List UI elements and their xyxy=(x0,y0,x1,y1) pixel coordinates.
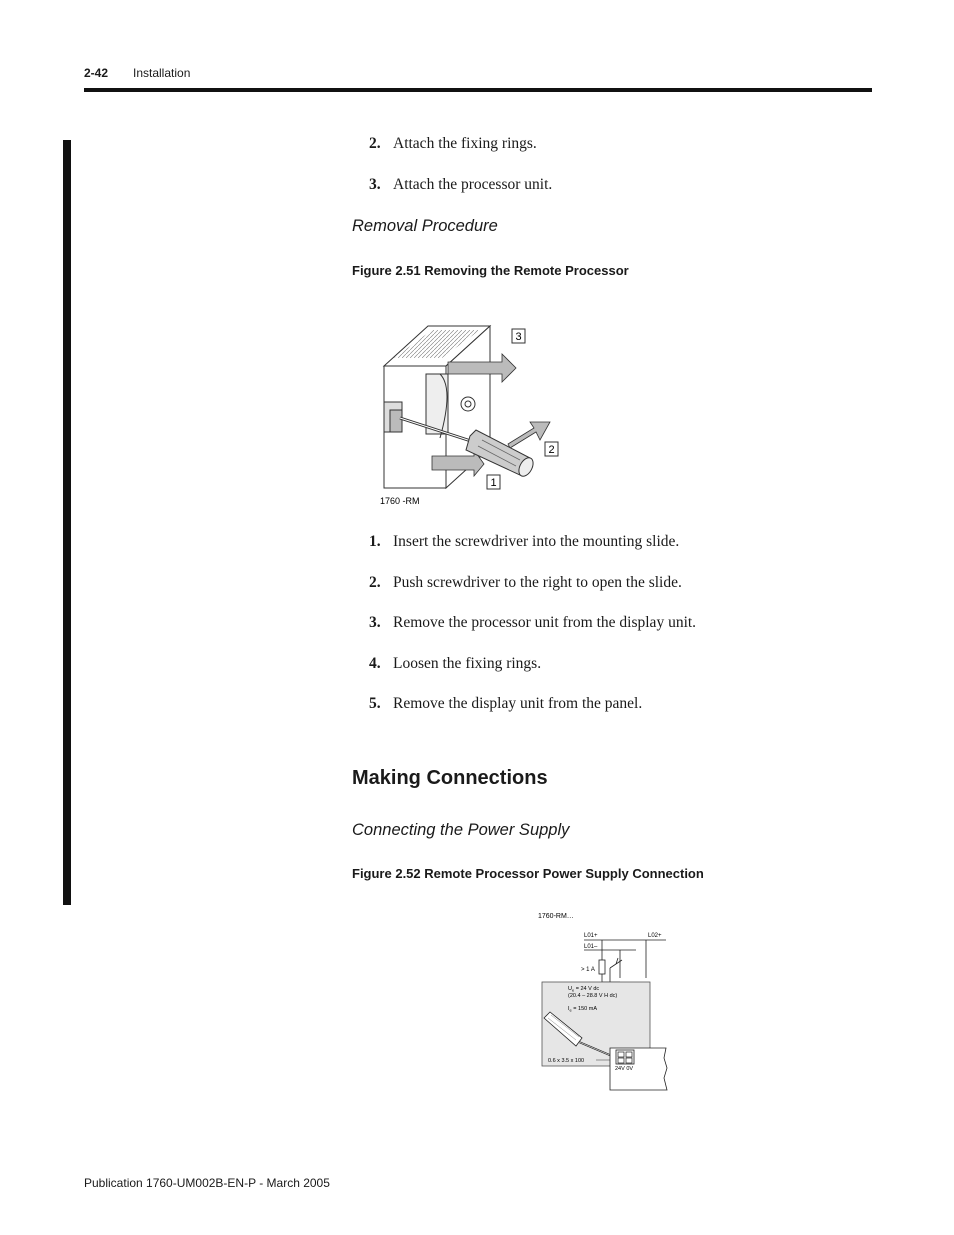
callout-2: 2 xyxy=(548,444,555,456)
step-text: Remove the display unit from the panel. xyxy=(393,695,643,712)
step-text: Attach the processor unit. xyxy=(393,176,553,193)
header-rule xyxy=(84,88,872,92)
terminal-labels: 24V 0V xyxy=(615,1066,634,1072)
step-number: 3. xyxy=(369,614,381,631)
fuse-label: > 1 A xyxy=(581,967,595,973)
figure-model-label: 1760 -RM xyxy=(380,496,420,506)
step-number: 5. xyxy=(369,695,381,712)
arrow-2-icon xyxy=(508,422,550,448)
power-supply-figure xyxy=(536,908,672,1094)
label-l01-plus: L01+ xyxy=(584,933,598,939)
page-number: 2-42 xyxy=(84,66,109,80)
change-bar xyxy=(63,140,71,905)
step-text: Attach the fixing rings. xyxy=(393,135,537,152)
install-step xyxy=(369,135,537,153)
label-l01-minus: L01– xyxy=(584,944,598,950)
voltage-label: $U_e = 24$ V dc xyxy=(568,986,600,993)
step-text: Insert the screwdriver into the mounting slide. xyxy=(393,533,680,550)
current-label: $I_e = 150$ mA xyxy=(568,1006,597,1013)
removal-heading: Removal Procedure xyxy=(352,217,498,235)
chapter-title: Installation xyxy=(133,66,191,80)
removal-step xyxy=(369,695,642,713)
voltage-range: (20.4 – 28.8 V H dc) xyxy=(568,993,618,999)
footer-publication: Publication 1760-UM002B-EN-P - March 2005 xyxy=(84,1176,330,1190)
step-number: 2. xyxy=(369,135,381,152)
step-text: Loosen the fixing rings. xyxy=(393,655,542,672)
removal-step xyxy=(369,533,679,551)
install-step xyxy=(369,176,552,194)
step-number: 1. xyxy=(369,533,381,550)
power-supply-heading: Connecting the Power Supply xyxy=(352,821,570,839)
removal-step xyxy=(369,655,541,673)
removal-step xyxy=(369,574,682,592)
callout-3: 3 xyxy=(515,331,522,343)
figure-model-label: 1760-RM… xyxy=(538,913,574,920)
label-l02-plus: L02+ xyxy=(648,933,662,939)
step-number: 2. xyxy=(369,574,381,591)
fuse-icon xyxy=(599,960,605,974)
removal-figure xyxy=(370,318,570,512)
removal-step xyxy=(369,614,696,632)
screwdriver-spec: 0.6 x 3.5 x 100 xyxy=(548,1058,585,1064)
step-text: Push screwdriver to the right to open the slide. xyxy=(393,574,682,591)
step-number: 3. xyxy=(369,176,381,193)
step-number: 4. xyxy=(369,655,381,672)
callout-1: 1 xyxy=(490,477,497,489)
figure-2-51-caption: Figure 2.51 Removing the Remote Processor xyxy=(352,263,629,278)
figure-2-52-caption: Figure 2.52 Remote Processor Power Supply Connection xyxy=(352,866,704,881)
step-text: Remove the processor unit from the display unit. xyxy=(393,614,697,631)
section-heading: Making Connections xyxy=(352,767,548,789)
